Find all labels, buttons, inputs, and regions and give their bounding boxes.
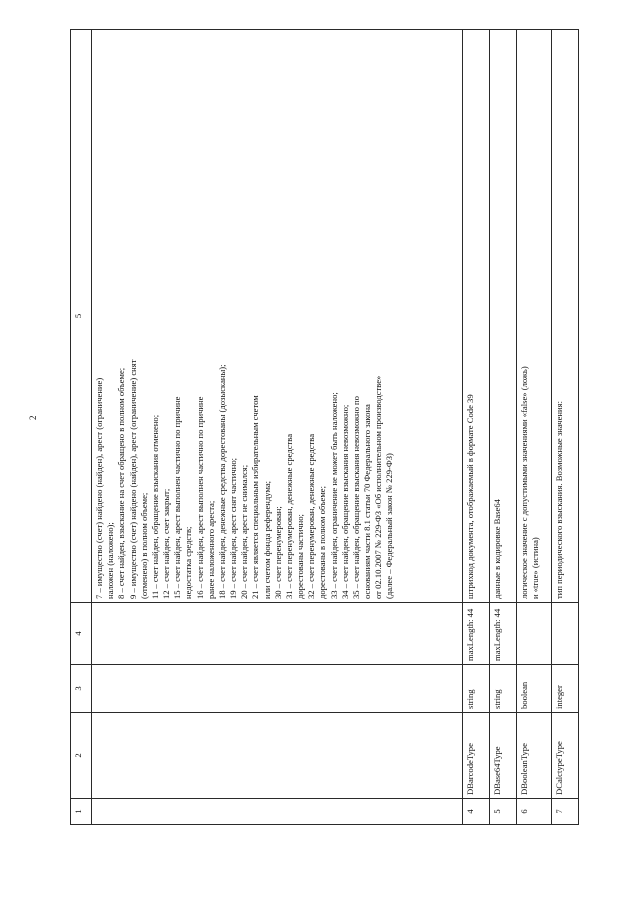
cell-type-name: DBooleanType [517,713,552,799]
description-line: 8 – счет найден, взыскание на счет обращено в полном объеме; [116,367,127,599]
description-line: 31 – счет перенумерован, денежные средства [283,433,294,599]
cell-base-type: string [463,665,490,713]
description-line: 11 – счет найден, обращение взыскания отменено; [149,414,160,599]
cell-restriction [517,603,552,665]
description-line: и «true» (истина) [530,537,540,599]
column-number-cell: 4 [71,603,92,665]
description-line: 30 – счет перенумерован; [272,506,283,599]
table-row [463,30,490,825]
description-line: 19 – счет найден, арест снят частично; [228,457,239,599]
cell-description [92,30,463,603]
description-line: 9 – имущество (счет) найдено (найден), арест (ограничение) снят [127,359,138,599]
cell-row-number: 7 [552,799,579,825]
description-line: 34 – счет найден, обращение взыскания невозможно; [339,404,350,599]
description-line: логическое значение с допустимыми значениями «false» (ложь) [519,366,529,599]
description-line: 12 – счет найден, счет закрыт; [161,488,172,599]
column-number-cell: 1 [71,799,92,825]
cell-base-type: integer [552,665,579,713]
description-line: (далее – Федеральный закон № 229-ФЗ) [384,453,395,599]
cell-row-number: 4 [463,799,490,825]
specification-table [70,29,579,825]
table-row [490,30,517,825]
description-line: тип периодического взыскания. Возможные значения: [554,401,564,599]
cell-description [517,30,552,603]
description-line: 32 – счет перенумерован, денежные средства [306,433,317,599]
cell-description [552,30,579,603]
scan-artifact [20,855,34,881]
cell-description [463,30,490,603]
cell-description [490,30,517,603]
description-line: от 02.10.2007 № 229-ФЗ «Об исполнительном производстве» [373,375,384,599]
cell-type-name: DBarcodeType [463,713,490,799]
description-line: 21 – счет является специальным избирательным счетом [250,395,261,599]
cell-row-number: 5 [490,799,517,825]
column-number-cell: 2 [71,713,92,799]
column-number-cell: 3 [71,665,92,713]
description-line: данные в кодировке Base64 [492,499,502,599]
description-line: штрихкод документа, отображаемый в формате Code 39 [465,394,475,599]
cell-row-number: 6 [517,799,552,825]
description-line: ранее наложенного ареста; [205,500,216,599]
cell-type-name [92,713,463,799]
cell-type-name: DCalctypeType [552,713,579,799]
cell-row-number [92,799,463,825]
description-line: недостатка средств; [183,526,194,599]
table-row [92,30,463,825]
description-line: 35 – счет найден, обращение взыскания невозможно по [350,396,361,599]
cell-base-type: boolean [517,665,552,713]
description-line: 16 – счет найден, арест выполнен частично по причине [194,396,205,599]
cell-type-name: DBase64Type [490,713,517,799]
description-line: 15 – счет найден, арест выполнен частично по причине [172,396,183,599]
page-number: 2 [28,415,38,420]
cell-restriction: maxLength: 44 [463,603,490,665]
cell-base-type [92,665,463,713]
table-row [517,30,552,825]
description-line: (отменено) в полном объеме; [138,492,149,599]
table-row [552,30,579,825]
description-line: дорестованы частично; [295,514,306,599]
description-line: дорестованы в полном объеме; [317,486,328,599]
description-line: 18 – счет найден, денежные средства дорестованы (дозысканы); [216,364,227,599]
description-line: 7 – имущество (счет) найдено (найден), арест (ограничение) [94,377,104,599]
description-line: основаниям части 8.1 статьи 70 Федерального закона [362,404,373,599]
description-line: наложен (наложено); [105,522,116,599]
cell-base-type: string [490,665,517,713]
description-line: 20 – счет найден, арест не снимался; [239,464,250,599]
cell-restriction [552,603,579,665]
column-number-cell: 5 [71,30,92,603]
document-table-container [70,30,566,825]
cell-restriction [92,603,463,665]
column-number-row [71,30,92,825]
description-line: 33 – счет найден, ограничение не может быть наложено; [328,392,339,599]
description-line: или счетом фонда референдума; [261,480,272,599]
cell-restriction: maxLength: 44 [490,603,517,665]
